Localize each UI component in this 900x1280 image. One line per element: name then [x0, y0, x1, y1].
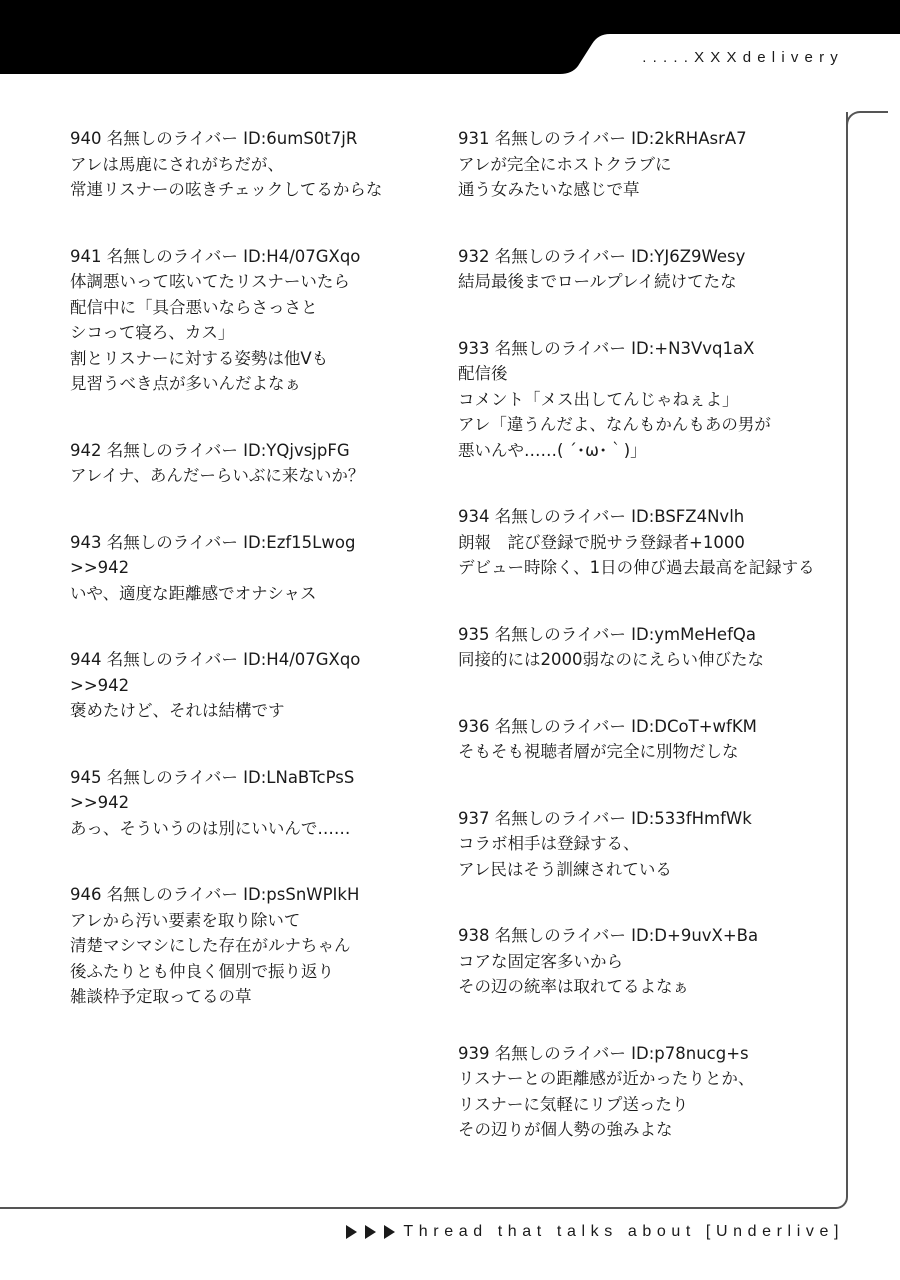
- footer: [346, 1223, 844, 1241]
- post-body-line: アレから汚い要素を取り除いて: [70, 910, 301, 930]
- post-header: 943 名無しのライバー ID:Ezf15Lwog: [70, 532, 356, 552]
- post-body-line: あっ、そういうのは別にいいんで……: [70, 818, 351, 838]
- post-body-line: コラボ相手は登録する、: [458, 834, 640, 853]
- post-header: 945 名無しのライバー ID:LNaBTcPsS: [70, 767, 355, 787]
- post-body-line: 結局最後までロールプレイ続けてたな: [458, 272, 737, 291]
- thread-post: [458, 622, 843, 673]
- thread-post: [458, 714, 843, 765]
- post-header: 934 名無しのライバー ID:BSFZ4Nvlh: [458, 507, 745, 526]
- post-body-line: 悪いんや……( ´･ω･｀)」: [458, 440, 647, 460]
- post-body-line: 褒めたけど、それは結構です: [70, 701, 285, 720]
- post-body-line: >>942: [70, 675, 130, 695]
- post-header: 935 名無しのライバー ID:ymMeHefQa: [458, 624, 756, 644]
- post-body-line: 常連リスナーの呟きチェックしてるからな: [70, 180, 383, 199]
- post-body-line: 体調悪いって呟いてたリスナーいたら: [70, 272, 350, 291]
- post-body-line: その辺の統率は取れてるよなぁ: [458, 977, 689, 996]
- post-body-line: アレイナ、あんだーらいぶに来ないか？: [70, 466, 365, 485]
- post-header: 946 名無しのライバー ID:psSnWPIkH: [70, 885, 360, 904]
- post-body-line: 雑談枠予定取ってるの草: [70, 987, 252, 1006]
- thread-post: [458, 806, 843, 883]
- thread-post: [70, 126, 440, 203]
- post-body-line: 後ふたりとも仲良く個別で振り返り: [70, 961, 334, 981]
- thread-post: [458, 126, 843, 203]
- post-body-line: リスナーに気軽にリプ送ったり: [458, 1094, 689, 1114]
- post-header: 944 名無しのライバー ID:H4/07GXqo: [70, 650, 361, 669]
- thread-post: [70, 530, 440, 607]
- post-body-line: コメント「メス出してんじゃねぇよ」: [458, 389, 739, 409]
- post-header: 942 名無しのライバー ID:YQjvsjpFG: [70, 440, 350, 460]
- post-header: 932 名無しのライバー ID:YJ6Z9Wesy: [458, 246, 746, 266]
- thread-post: [70, 438, 440, 489]
- triangle-icon: [365, 1225, 376, 1239]
- thread-post: [458, 244, 843, 295]
- post-body-line: 配信中に「具合悪いならさっさと: [70, 297, 318, 317]
- post-body-line: 割とリスナーに対する姿勢は他Vも: [70, 348, 329, 368]
- post-header: 940 名無しのライバー ID:6umS0t7jR: [70, 129, 358, 148]
- thread-post: [458, 504, 843, 581]
- triangle-icon: [346, 1225, 357, 1239]
- post-body-line: リスナーとの距離感が近かったりとか、: [458, 1069, 755, 1088]
- post-body-line: 朗報 詫び登録で脱サラ登録者+1000: [458, 532, 745, 552]
- post-body-line: 見習うべき点が多いんだよなぁ: [70, 374, 301, 393]
- triangle-icon: [384, 1225, 395, 1239]
- post-header: 938 名無しのライバー ID:D+9uvX+Ba: [458, 926, 759, 945]
- thread-post: [458, 1041, 843, 1143]
- post-body-line: いや、適度な距離感でオナシャス: [70, 583, 317, 603]
- thread-post: [70, 647, 440, 724]
- post-body-line: その辺りが個人勢の強みよな: [458, 1120, 673, 1139]
- post-body-line: アレ民はそう訓練されている: [458, 859, 672, 879]
- thread-post: [70, 765, 440, 842]
- post-body-line: 配信後: [458, 364, 508, 383]
- post-body-line: >>942: [70, 793, 130, 812]
- left-column: [70, 126, 440, 1051]
- footer-label: Thread that talks about [Underlive]: [403, 1223, 844, 1240]
- post-body-line: 通う女みたいな感じで草: [458, 180, 640, 199]
- post-body-line: シコって寝ろ、カス」: [70, 323, 235, 342]
- thread-post: [70, 244, 440, 397]
- post-body-line: アレは馬鹿にされがちだが、: [70, 154, 284, 174]
- thread-post: [458, 923, 843, 1000]
- thread-post: [70, 882, 440, 1010]
- post-body-line: そもそも視聴者層が完全に別物だしな: [458, 742, 739, 761]
- post-header: 939 名無しのライバー ID:p78nucg+s: [458, 1043, 749, 1063]
- post-body-line: アレが完全にホストクラブに: [458, 154, 672, 174]
- frame-corner: [846, 111, 888, 153]
- post-body-line: 同接的には2000弱なのにえらい伸びたな: [458, 650, 764, 669]
- thread-post: [458, 336, 843, 464]
- right-column: [458, 126, 843, 1184]
- post-body-line: コアな固定客多いから: [458, 951, 623, 971]
- header-title: .....XXXdelivery: [642, 49, 844, 66]
- post-header: 933 名無しのライバー ID:+N3Vvq1aX: [458, 338, 755, 358]
- post-body-line: アレ「違うんだよ、なんもかんもあの男が: [458, 415, 771, 434]
- post-header: 931 名無しのライバー ID:2kRHAsrA7: [458, 129, 747, 148]
- post-header: 937 名無しのライバー ID:533fHmfWk: [458, 808, 752, 828]
- post-body-line: >>942: [70, 558, 130, 577]
- post-body-line: デビュー時除く、1日の伸び過去最高を記録する: [458, 558, 815, 577]
- frame-mask: [0, 100, 846, 120]
- post-header: 941 名無しのライバー ID:H4/07GXqo: [70, 246, 361, 266]
- post-header: 936 名無しのライバー ID:DCoT+wfKM: [458, 716, 757, 736]
- post-body-line: 清楚マシマシにした存在がルナちゃん: [70, 936, 351, 955]
